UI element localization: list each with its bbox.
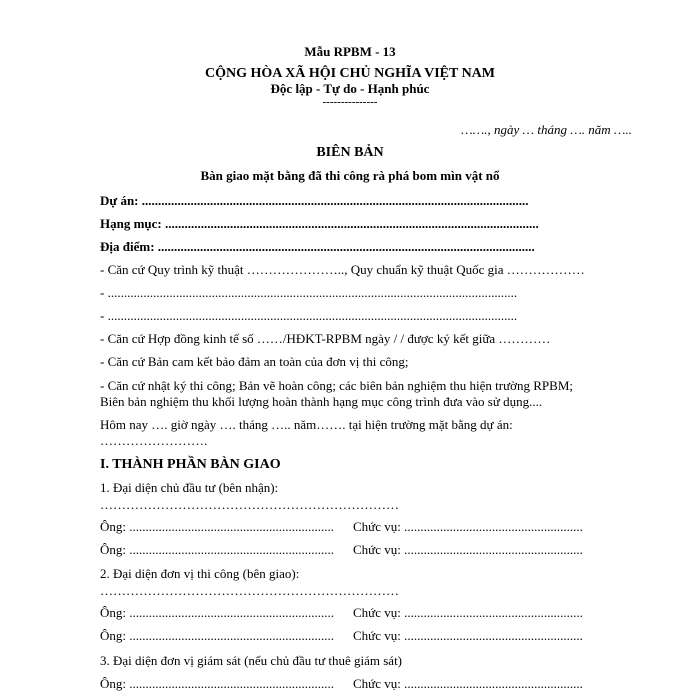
blank-line-2: - .............................................................................................................................. bbox=[100, 308, 518, 323]
person-name: Ông: ............................................................... bbox=[100, 628, 334, 643]
today-line-2: ……………………. bbox=[100, 433, 208, 448]
motto: Độc lập - Tự do - Hạnh phúc bbox=[270, 81, 430, 96]
blank-line-1: - .............................................................................................................................. bbox=[100, 285, 518, 300]
section-heading: I. THÀNH PHẦN BÀN GIAO bbox=[100, 457, 281, 472]
date-line: ……., ngày … tháng …. năm ….. bbox=[461, 122, 632, 137]
header-separator: --------------- bbox=[322, 96, 378, 108]
basis-safety: - Căn cứ Bản cam kết bảo đảm an toàn của đơn vị thi công; bbox=[100, 354, 409, 369]
location-line: Địa điểm: .................................................................................................................... bbox=[100, 239, 535, 254]
person-name: Ông: ............................................................... bbox=[100, 542, 334, 557]
person-position: Chức vụ: ....................................................... bbox=[353, 519, 583, 534]
person-position: Chức vụ: ....................................................... bbox=[353, 676, 583, 691]
today-line-1: Hôm nay …. giờ ngày …. tháng ….. năm……. tại hiện trường mặt bằng dự án: bbox=[100, 417, 513, 432]
person-row bbox=[100, 519, 583, 535]
person-position: Chức vụ: ....................................................... bbox=[353, 628, 583, 643]
basis-log-1: - Căn cứ nhật ký thi công; Bản vẽ hoàn công; các biên bản nghiệm thu hiện trường RPBM; bbox=[100, 378, 573, 393]
person-name: Ông: ............................................................... bbox=[100, 519, 334, 534]
item-line: Hạng mục: ................................................................................................................... bbox=[100, 216, 539, 231]
document-subtitle: Bàn giao mặt bằng đã thi công rà phá bom mìn vật nổ bbox=[200, 168, 500, 183]
rep-contractor-dots: …………………………………………………………… bbox=[100, 583, 399, 598]
person-name: Ông: ............................................................... bbox=[100, 605, 334, 620]
person-row bbox=[100, 628, 583, 644]
project-line: Dự án: ....................................................................................................................... bbox=[100, 193, 529, 208]
rep-investor-label: 1. Đại diện chủ đầu tư (bên nhận): bbox=[100, 480, 279, 495]
person-position: Chức vụ: ....................................................... bbox=[353, 605, 583, 620]
nation-heading: CỘNG HÒA XÃ HỘI CHỦ NGHĨA VIỆT NAM bbox=[204, 66, 495, 81]
person-row bbox=[100, 542, 583, 558]
rep-supervisor-label: 3. Đại diện đơn vị giám sát (nếu chủ đầu tư thuê giám sát) bbox=[100, 653, 403, 668]
person-name: Ông: ............................................................... bbox=[100, 676, 334, 691]
rep-contractor-label: 2. Đại diện đơn vị thi công (bên giao): bbox=[100, 566, 300, 581]
person-position: Chức vụ: ....................................................... bbox=[353, 542, 583, 557]
rep-investor-dots: …………………………………………………………… bbox=[100, 497, 399, 512]
document-title: BIÊN BẢN bbox=[316, 145, 384, 160]
basis-contract: - Căn cứ Hợp đồng kinh tế số ……/HĐKT-RPBM ngày / / được ký kết giữa ………… bbox=[100, 331, 551, 346]
person-row bbox=[100, 676, 583, 692]
basis-log-2: Biên bản nghiệm thu khối lượng hoàn thành hạng mục công trình đưa vào sử dụng.... bbox=[100, 394, 543, 409]
basis-technical: - Căn cứ Quy trình kỹ thuật ………………….., Quy chuẩn kỹ thuật Quốc gia ……………… bbox=[100, 262, 585, 277]
form-code: Mẫu RPBM - 13 bbox=[304, 44, 396, 59]
person-row bbox=[100, 605, 583, 621]
